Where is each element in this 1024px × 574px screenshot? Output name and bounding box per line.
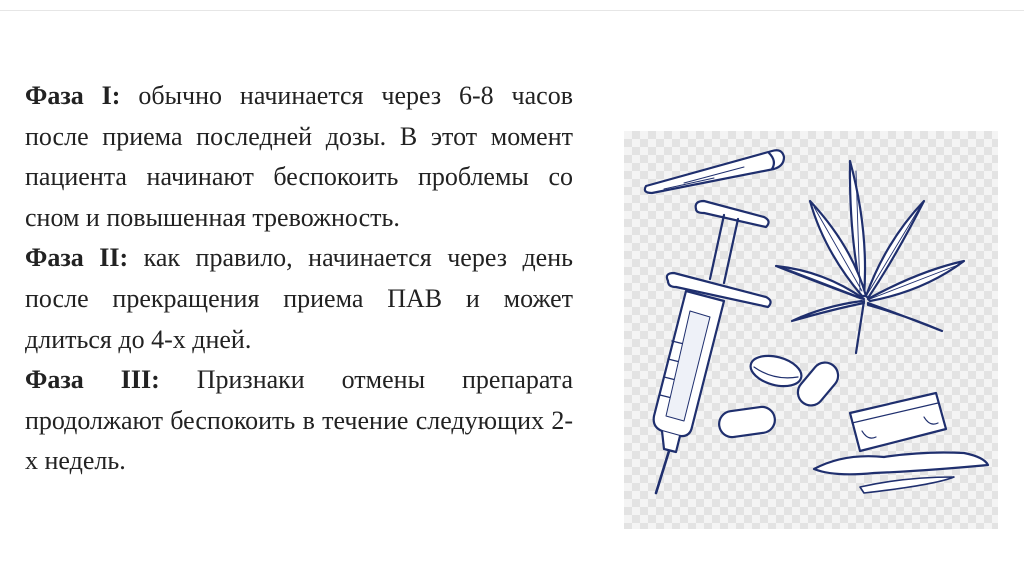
drugs-illustration xyxy=(624,131,998,529)
phase-3-label: Фаза III: xyxy=(25,365,160,395)
pills-icon xyxy=(717,351,843,439)
syringe-icon xyxy=(654,201,771,493)
phase-1-text: обычно начинается через 6-8 часов после приема последней дозы. В этот момент пациента начинают беспокоить проблемы со сном и повышенная тревожность. xyxy=(25,81,573,232)
slide-top-rule xyxy=(0,0,1024,11)
phase-3-paragraph xyxy=(25,360,573,482)
razor-blade-icon xyxy=(814,393,988,493)
phase-2-text: как правило, начинается через день после прекращения приема ПАВ и может длиться до 4-х дней. xyxy=(25,243,573,354)
phase-1-paragraph xyxy=(25,76,573,238)
phase-3-text: Признаки отмены препарата продолжают беспокоить в течение следующих 2-х недель. xyxy=(25,365,573,476)
phase-2-paragraph xyxy=(25,238,573,360)
cannabis-leaf-icon xyxy=(776,161,964,353)
slide-text-block xyxy=(25,76,573,482)
phase-2-label: Фаза II: xyxy=(25,243,129,273)
joint-icon xyxy=(645,150,784,193)
phase-1-label: Фаза I: xyxy=(25,81,121,110)
